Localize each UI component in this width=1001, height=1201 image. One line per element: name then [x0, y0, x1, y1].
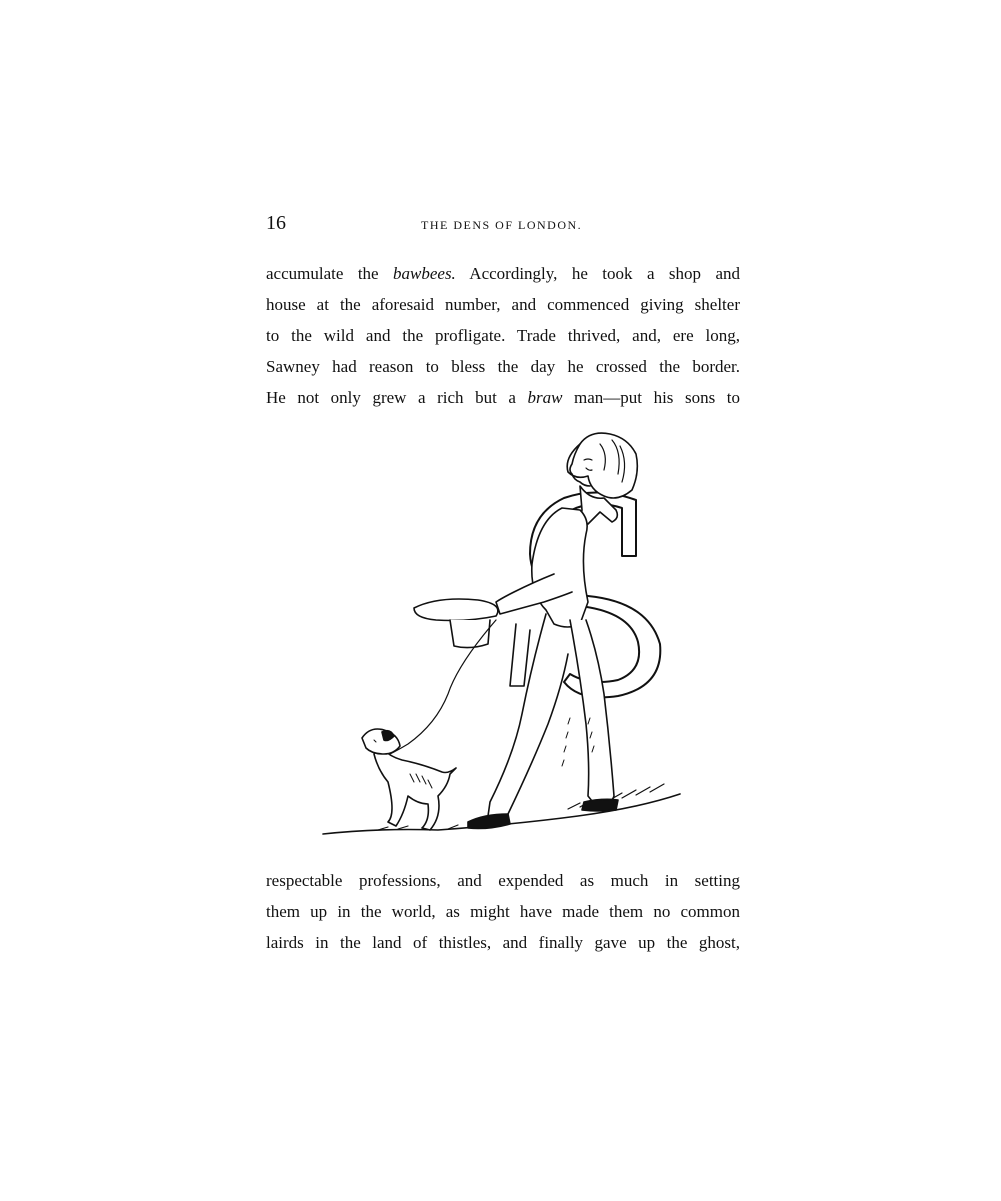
running-title: THE DENS OF LONDON.	[421, 218, 583, 232]
text-line	[266, 382, 740, 413]
page-number: 16	[266, 212, 286, 234]
text-line	[266, 258, 740, 289]
man-leg-front	[570, 620, 614, 806]
text-line: house at the aforesaid number, and commenced giving shelter	[266, 295, 740, 314]
italic-word: bawbees.	[393, 264, 456, 283]
text-span: Accordingly, he took a shop and	[455, 264, 740, 283]
paragraph-bottom	[266, 865, 740, 958]
shoe-front	[582, 799, 618, 811]
dog-head	[362, 729, 400, 754]
text-span: man—put his sons to	[562, 388, 740, 407]
text-line: them up in the world, as might have made them no common	[266, 902, 740, 921]
paragraph-top	[266, 258, 740, 413]
text-span: He not only grew a rich but a	[266, 388, 528, 407]
woodcut-illustration	[318, 424, 688, 840]
coat-tail	[510, 624, 530, 686]
man-hair	[567, 433, 637, 498]
hat	[414, 599, 498, 621]
shoe-back	[468, 814, 510, 829]
text-line: respectable professions, and expended as much in setting	[266, 871, 740, 890]
italic-word: braw	[527, 388, 563, 407]
text-line: to the wild and the profligate. Trade thrived, and, ere long,	[266, 326, 740, 345]
text-span: accumulate the	[266, 264, 394, 283]
text-line: Sawney had reason to bless the day he crossed the border.	[266, 357, 740, 376]
leash	[390, 620, 496, 754]
dog-body	[374, 746, 456, 830]
page-header	[266, 212, 742, 238]
text-line: lairds in the land of thistles, and finally gave up the ghost,	[266, 933, 740, 952]
